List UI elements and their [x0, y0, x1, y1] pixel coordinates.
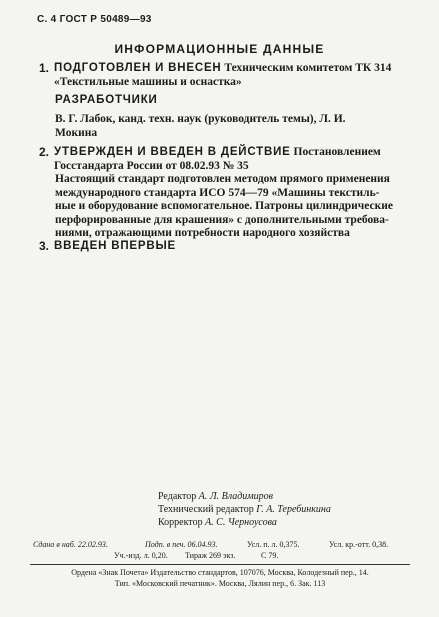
- page-header: С. 4 ГОСТ Р 50489—93: [37, 14, 152, 25]
- editors-block: [158, 490, 331, 529]
- editor-name: А. Л. Владимиров: [198, 491, 273, 502]
- corrector-line: [158, 516, 331, 529]
- note-line: ниями, отражающими потребности народного хозяйства: [55, 227, 350, 239]
- print-run: Тираж 269 экз.: [185, 551, 236, 560]
- item-heading: ВВЕДЕН ВПЕРВЫЕ: [54, 240, 176, 252]
- tech-editor-label: Технический редактор: [158, 504, 254, 515]
- item-text: «Текстильные машины и оснастка»: [54, 76, 242, 88]
- standard-note: [55, 173, 411, 241]
- section-title: ИНФОРМАЦИОННЫЕ ДАННЫЕ: [114, 42, 325, 56]
- info-item-1: [39, 61, 411, 89]
- editor-label: Редактор: [158, 491, 197, 502]
- print-sheets: Усл. п. л. 0,375.: [247, 540, 300, 549]
- item-text: Постановлением: [293, 146, 381, 158]
- publishing-sheets: Уч.-изд. л. 0,20.: [114, 551, 168, 560]
- footer-divider: [30, 564, 410, 565]
- catalog-code: С 79.: [261, 551, 279, 560]
- item-text: Госстандарта России от 08.02.93 № 35: [54, 160, 249, 172]
- developers-heading: РАЗРАБОТЧИКИ: [55, 94, 158, 106]
- note-line: международного стандарта ИСО 574—79 «Машины текстиль-: [55, 186, 380, 199]
- developers-list: [55, 113, 411, 140]
- tech-editor-line: [158, 503, 331, 516]
- editor-line: [158, 490, 331, 503]
- item-number: 3.: [39, 239, 50, 253]
- item-number: 1.: [39, 61, 50, 75]
- corrector-name: А. С. Черноусова: [205, 517, 277, 528]
- info-item-2: [39, 145, 411, 173]
- developers-line: Мокина: [55, 126, 98, 139]
- note-line: Настоящий стандарт подготовлен методом прямого применения: [55, 173, 390, 185]
- publisher-footer: [30, 567, 410, 589]
- info-item-3: [39, 239, 411, 253]
- imprint-row: [33, 550, 409, 561]
- corrector-label: Корректор: [158, 517, 203, 528]
- printer-line: Тип. «Московский печатник». Москва, Лялин пер., 6. Зак. 113: [114, 579, 326, 588]
- item-heading: ПОДГОТОВЛЕН И ВНЕСЕН: [54, 62, 222, 74]
- developers-line: В. Г. Лабок, канд. техн. наук (руководитель темы), Л. И.: [55, 113, 346, 125]
- imprint-block: [33, 539, 409, 561]
- item-number: 2.: [39, 145, 50, 159]
- tech-editor-name: Г. А. Теребинкина: [256, 504, 331, 515]
- item-heading: УТВЕРЖДЕН И ВВЕДЕН В ДЕЙСТВИЕ: [54, 146, 291, 158]
- note-line: перфорированные для крашения» с дополнительными требова-: [55, 213, 389, 226]
- submitted-date: Сдано в наб. 22.02.93.: [33, 540, 108, 549]
- signed-date: Подп. в печ. 06.04.93.: [145, 540, 218, 549]
- imprint-row: [33, 539, 409, 550]
- item-text: Техническим комитетом ТК 314: [224, 62, 392, 74]
- note-line: ные и оборудование вспомогательное. Патроны цилиндрические: [55, 200, 393, 212]
- publisher-line: Ордена «Знак Почета» Издательство стандартов, 107076, Москва, Колодезный пер., 14.: [71, 568, 369, 577]
- ink-prints: Усл. кр.-отт. 0,38.: [329, 540, 389, 549]
